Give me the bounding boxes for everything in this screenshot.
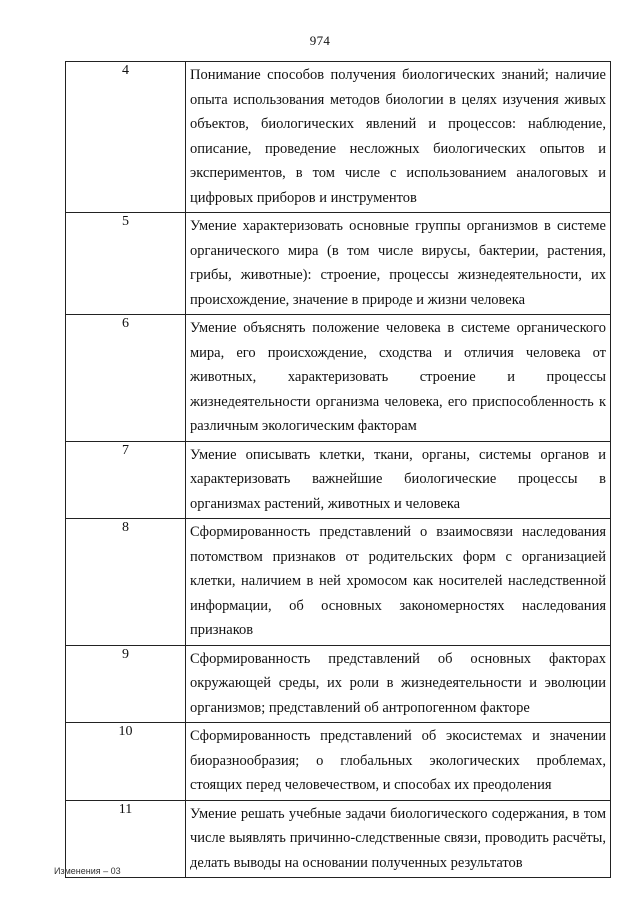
row-number-cell: 6: [66, 315, 186, 442]
table-row: [66, 315, 611, 442]
row-number-cell: 5: [66, 213, 186, 315]
row-text-cell: Умение описывать клетки, ткани, органы, системы органов и характеризовать важнейшие биологические процессы в организмах растений, животных и человека: [186, 441, 611, 519]
requirements-table: [65, 61, 611, 878]
row-text-cell: Умение объяснять положение человека в системе органического мира, его происхождение, сходства и отличия человека от животных, характеризовать строение и процессы жизнедеятельности организма человека, его приспособленность к различным экологическим факторам: [186, 315, 611, 442]
row-number-cell: 11: [66, 800, 186, 878]
table-row: [66, 723, 611, 801]
row-number-cell: 8: [66, 519, 186, 646]
row-number-cell: 7: [66, 441, 186, 519]
table-row: [66, 519, 611, 646]
row-text-cell: Умение характеризовать основные группы организмов в системе органического мира (в том числе вирусы, бактерии, растения, грибы, животные): строение, процессы жизнедеятельности, их происхождение, значение в природе и жизни человека: [186, 213, 611, 315]
table-row: [66, 800, 611, 878]
table-row: [66, 645, 611, 723]
revision-footer: Изменения – 03: [54, 866, 121, 876]
page-number: 974: [309, 33, 331, 48]
row-number-cell: 9: [66, 645, 186, 723]
row-number-cell: 4: [66, 62, 186, 213]
row-text-cell: Понимание способов получения биологических знаний; наличие опыта использования методов биологии в целях изучения живых объектов, биологических явлений и процессов: наблюдение, описание, проведение несложных биологических опытов и экспериментов, в том числе с использованием аналоговых и цифровых приборов и инструментов: [186, 62, 611, 213]
row-number-cell: 10: [66, 723, 186, 801]
row-text-cell: Сформированность представлений о взаимосвязи наследования потомством признаков от родительских форм с организацией клетки, наличием в ней хромосом как носителей наследственной информации, об основных закономерностях наследования признаков: [186, 519, 611, 646]
table-row: [66, 441, 611, 519]
table-row: [66, 62, 611, 213]
row-text-cell: Сформированность представлений об основных факторах окружающей среды, их роли в жизнедеятельности и эволюции организмов; представлений об антропогенном факторе: [186, 645, 611, 723]
table-row: [66, 213, 611, 315]
row-text-cell: Сформированность представлений об экосистемах и значении биоразнообразия; о глобальных экологических проблемах, стоящих перед человечеством, и способах их преодоления: [186, 723, 611, 801]
row-text-cell: Умение решать учебные задачи биологического содержания, в том числе выявлять причинно-следственные связи, проводить расчёты, делать выводы на основании полученных результатов: [186, 800, 611, 878]
